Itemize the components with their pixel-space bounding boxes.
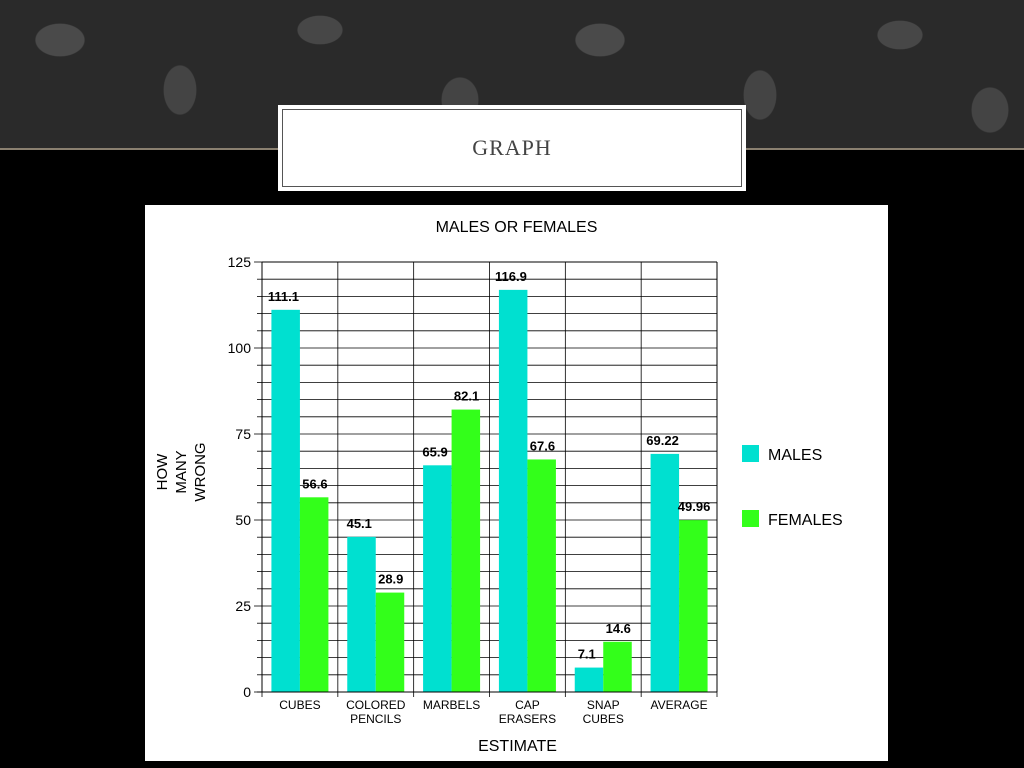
bar-females — [376, 593, 405, 692]
bar-chart — [145, 205, 888, 761]
data-label-males: 111.1 — [267, 288, 299, 304]
bar-females — [603, 642, 632, 692]
y-axis-label: HOW — [154, 453, 171, 491]
data-label-males: 116.9 — [495, 268, 527, 284]
bar-males — [499, 290, 527, 692]
data-label-females: 14.6 — [605, 620, 631, 636]
bar-females — [527, 459, 556, 692]
y-tick-label: 0 — [243, 684, 251, 700]
bar-males — [423, 465, 452, 692]
y-axis-label: MANY — [173, 450, 190, 494]
y-tick-label: 25 — [235, 598, 251, 614]
x-tick-label: SNAP — [586, 698, 620, 712]
bar-males — [271, 310, 300, 692]
data-label-females: 49.96 — [677, 499, 711, 515]
x-tick-label: MARBELS — [422, 698, 481, 712]
y-axis-label: WRONG — [192, 442, 209, 502]
bar-males — [347, 537, 376, 692]
legend-swatch-females — [742, 510, 759, 527]
y-tick-label: 100 — [227, 340, 251, 356]
data-label-females: 56.6 — [302, 476, 328, 492]
data-label-females: 28.9 — [378, 571, 404, 587]
slide-title: GRAPH — [472, 135, 552, 160]
x-tick-label: CUBES — [582, 712, 624, 726]
x-tick-label: AVERAGE — [650, 698, 708, 712]
x-tick-label: COLORED — [346, 698, 406, 712]
data-label-males: 69.22 — [646, 432, 679, 448]
data-label-males: 45.1 — [346, 515, 372, 531]
x-tick-label: PENCILS — [350, 712, 402, 726]
legend-label-females: FEMALES — [768, 512, 843, 529]
bar-females — [679, 520, 708, 692]
data-label-females: 67.6 — [529, 438, 556, 454]
bar-males — [651, 454, 680, 692]
bar-males — [575, 668, 604, 692]
chart-panel — [145, 205, 888, 761]
slide-title-box — [278, 105, 746, 191]
x-axis-label: ESTIMATE — [478, 738, 557, 755]
x-tick-label: CAP — [515, 698, 540, 712]
data-label-males: 7.1 — [577, 646, 596, 662]
y-tick-label: 75 — [235, 426, 251, 442]
legend-label-males: MALES — [768, 447, 823, 464]
bar-females — [300, 497, 329, 692]
data-label-males: 65.9 — [422, 444, 448, 460]
legend-swatch-males — [742, 445, 759, 462]
x-tick-label: ERASERS — [498, 712, 557, 726]
x-tick-label: CUBES — [279, 698, 321, 712]
data-label-females: 82.1 — [453, 388, 480, 404]
y-tick-label: 50 — [235, 512, 251, 528]
y-tick-label: 125 — [227, 254, 251, 270]
chart-title: MALES OR FEMALES — [435, 219, 598, 236]
bar-females — [452, 410, 481, 692]
